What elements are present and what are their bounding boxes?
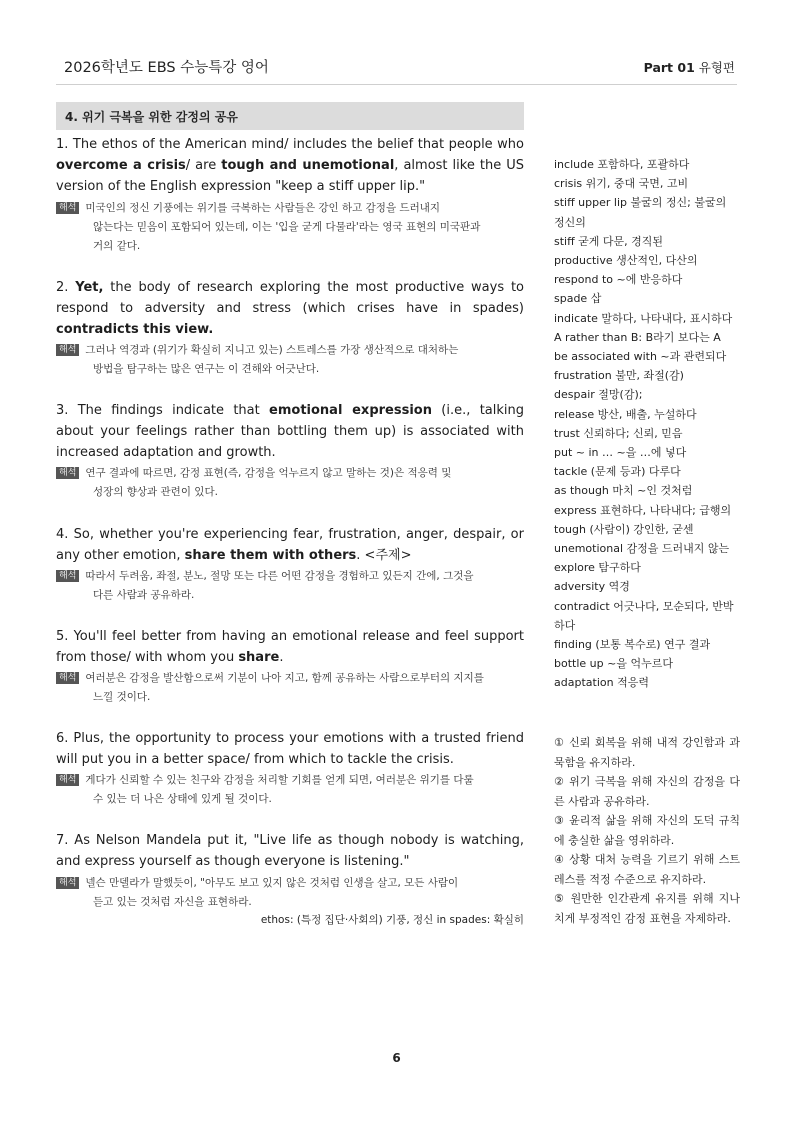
translation-line xyxy=(56,669,526,688)
sentence-english xyxy=(56,400,524,463)
sentence-korean xyxy=(56,341,526,379)
section-heading xyxy=(56,102,524,130)
vocab-item: A rather than B: B라기 보다는 A xyxy=(554,330,721,344)
text-run: , almost like the US version of the English expression "keep a stiff upper lip." xyxy=(56,158,524,194)
translation-tag: 해석 xyxy=(56,877,79,889)
vocab-item: as though 마치 ~인 것처럼 xyxy=(554,484,693,498)
vocab-item: contradict 어긋나다, 모순되다, 반박하다 xyxy=(554,599,734,632)
vocab-item: frustration 불만, 좌절(감) xyxy=(554,369,684,383)
key-phrase: share them with others xyxy=(184,548,357,563)
translation-tag: 해석 xyxy=(56,202,79,214)
choice-item: ① 신뢰 회복을 위해 내적 강인함과 과묵함을 유지하라. xyxy=(554,736,740,769)
vocab-item: bottle up ~을 억누르다 xyxy=(554,657,673,671)
translation-text: 다른 사람과 공유하라. xyxy=(93,589,195,601)
key-phrase: overcome a crisis xyxy=(56,158,186,173)
sentence-korean xyxy=(56,874,526,912)
text-run: 3. The findings indicate that xyxy=(56,403,270,418)
translation-line xyxy=(56,567,526,586)
sentence-english xyxy=(56,830,524,872)
vocab-item: finding (보통 복수로) 연구 결과 xyxy=(554,638,711,652)
vocab-item: crisis 위기, 중대 국면, 고비 xyxy=(554,177,689,191)
sentence-korean xyxy=(56,669,526,707)
translation-line xyxy=(56,688,526,707)
text-run: 6. Plus, the opportunity to process your emotions with a trusted friend will put you in a better space/ from which to tackle the crisis. xyxy=(56,731,524,767)
part-label xyxy=(644,58,735,76)
choice-item: ④ 상황 대처 능력을 기르기 위해 스트레스를 적정 수준으로 유지하라. xyxy=(554,853,740,886)
vocab-item: unemotional 감정을 드러내지 않는 xyxy=(554,542,730,556)
vocab-item: stiff 굳게 다문, 경직된 xyxy=(554,234,664,248)
translation-line xyxy=(56,360,526,379)
translation-text: 여러분은 감정을 발산함으로써 기분이 나아 지고, 함께 공유하는 사람으로부터의 지지를 xyxy=(85,672,484,684)
vocab-item: productive 생산적인, 다산의 xyxy=(554,254,698,268)
answer-choices xyxy=(554,733,740,928)
sentence-korean xyxy=(56,464,526,502)
key-phrase: contradicts this view. xyxy=(56,322,214,337)
translation-line xyxy=(56,237,526,256)
key-phrase: Yet, xyxy=(75,280,104,295)
text-run: 2. xyxy=(56,280,76,295)
sentence-english xyxy=(56,626,524,668)
translation-line xyxy=(56,790,526,809)
text-run: (i.e., talking about your feelings rather than bottling them up) is associated with increased adaptation and growth. xyxy=(56,403,524,460)
translation-tag: 해석 xyxy=(56,774,79,786)
vocab-item: include 포함하다, 포괄하다 xyxy=(554,158,690,171)
sentence-english xyxy=(56,277,524,340)
vocab-item: express 표현하다, 나타내다; 급행의 xyxy=(554,503,732,517)
translation-text: 듣고 있는 것처럼 자신을 표현하라. xyxy=(93,896,252,908)
text-run: / are xyxy=(185,158,222,173)
vocab-item: explore 탐구하다 xyxy=(554,561,641,575)
vocab-item: put ~ in … ~을 …에 넣다 xyxy=(554,446,687,460)
text-run: the body of research exploring the most productive ways to respond to adversity and stress (which crises have in spades) xyxy=(56,280,524,316)
translation-line xyxy=(56,771,526,790)
key-phrase: tough and unemotional xyxy=(221,158,395,173)
vocab-item: be associated with ~과 관련되다 xyxy=(554,350,727,364)
vocab-item: tackle (문제 등과) 다루다 xyxy=(554,465,681,479)
choice-item: ⑤ 원만한 인간관계 유지를 위해 지나치게 부정적인 감정 표현을 자제하라. xyxy=(554,892,740,925)
text-run: 7. As Nelson Mandela put it, "Live life as though nobody is watching, and express yourself as though everyone is listening." xyxy=(56,833,524,869)
text-run: 5. You'll feel better from having an emotional release and feel support from those/ with whom you xyxy=(56,629,524,665)
translation-tag: 해석 xyxy=(56,570,79,582)
translation-text: 미국인의 정신 기풍에는 위기를 극복하는 사람들은 강인 하고 감정을 드러내지 xyxy=(85,202,441,214)
vocab-item: stiff upper lip 불굴의 정신; 불굴의 정신의 xyxy=(554,196,727,229)
translation-text: 거의 같다. xyxy=(93,240,141,252)
translation-text: 성장의 향상과 관련이 있다. xyxy=(93,486,218,498)
vocab-item: adversity 역경 xyxy=(554,580,630,594)
text-run: . <주제> xyxy=(356,548,412,563)
vocab-item: trust 신뢰하다; 신뢰, 믿음 xyxy=(554,426,683,440)
translation-text: 연구 결과에 따르면, 감정 표현(즉, 감정을 억누르지 않고 말하는 것)은 적응력 및 xyxy=(85,467,452,479)
translation-tag: 해석 xyxy=(56,344,79,356)
footnote: ethos: (특정 집단·사회의) 기풍, 정신 in spades: 확실히 xyxy=(260,914,524,926)
translation-text: 않는다는 믿음이 포함되어 있는데, 이는 '입을 굳게 다물라'라는 영국 표현의 미국판과 xyxy=(93,221,481,233)
sentence-korean xyxy=(56,199,526,256)
translation-text: 넬슨 만델라가 말했듯이, "아무도 보고 있지 않은 것처럼 인생을 살고, 모든 사람이 xyxy=(85,877,459,889)
translation-line xyxy=(56,464,526,483)
translation-line xyxy=(56,874,526,893)
key-phrase: share xyxy=(238,650,280,665)
part-number: Part 01 xyxy=(643,60,695,75)
part-name: 유형편 xyxy=(698,60,735,75)
key-phrase: emotional expression xyxy=(269,403,432,418)
translation-line xyxy=(56,893,526,912)
translation-text: 수 있는 더 나은 상태에 있게 될 것이다. xyxy=(93,793,272,805)
sentence-english xyxy=(56,524,524,566)
sentence-korean xyxy=(56,567,526,605)
text-run: 4. So, whether you're experiencing fear, frustration, anger, despair, or any other emotion, xyxy=(56,527,524,563)
translation-line xyxy=(56,586,526,605)
translation-text: 느낄 것이다. xyxy=(93,691,151,703)
page-header xyxy=(56,54,737,85)
page-number: 6 xyxy=(392,1051,401,1065)
translation-line xyxy=(56,341,526,360)
translation-line xyxy=(56,199,526,218)
translation-text: 따라서 두려움, 좌절, 분노, 절망 또는 다른 어떤 감정을 경험하고 있든지 간에, 그것을 xyxy=(85,570,474,582)
translation-text: 게다가 신뢰할 수 있는 친구와 감정을 처리할 기회를 얻게 되면, 여러분은 위기를 다룰 xyxy=(85,774,474,786)
sentence-english xyxy=(56,728,524,770)
vocab-item: tough (사람이) 강인한, 굳센 xyxy=(554,522,694,536)
vocab-item: spade 삽 xyxy=(554,292,602,306)
vocab-item: indicate 말하다, 나타내다, 표시하다 xyxy=(554,311,733,325)
translation-tag: 해석 xyxy=(56,672,79,684)
translation-tag: 해석 xyxy=(56,467,79,479)
section-title: 4. 위기 극복을 위한 감정의 공유 xyxy=(65,110,238,124)
translation-line xyxy=(56,218,526,237)
vocab-item: despair 절망(감); xyxy=(554,388,643,402)
book-title: 2026학년도 EBS 수능특강 영어 xyxy=(64,60,269,76)
sentence-english xyxy=(56,134,524,197)
vocab-item: release 방산, 배출, 누설하다 xyxy=(554,407,697,421)
vocab-list xyxy=(554,155,740,693)
choice-item: ③ 윤리적 삶을 위해 자신의 도덕 규칙에 충실한 삶을 영위하라. xyxy=(554,814,740,847)
text-run: 1. The ethos of the American mind/ includes the belief that people who xyxy=(56,137,524,152)
choice-item: ② 위기 극복을 위해 자신의 감정을 다른 사람과 공유하라. xyxy=(554,775,740,808)
vocab-item: adaptation 적응력 xyxy=(554,676,649,690)
translation-line xyxy=(56,483,526,502)
vocab-item: respond to ~에 반응하다 xyxy=(554,273,683,287)
translation-text: 그러나 역경과 (위기가 확실히 지니고 있는) 스트레스를 가장 생산적으로 대처하는 xyxy=(85,344,459,356)
text-run: . xyxy=(279,650,284,665)
translation-text: 방법을 탐구하는 많은 연구는 이 견해와 어긋난다. xyxy=(93,363,320,375)
sentence-korean xyxy=(56,771,526,809)
